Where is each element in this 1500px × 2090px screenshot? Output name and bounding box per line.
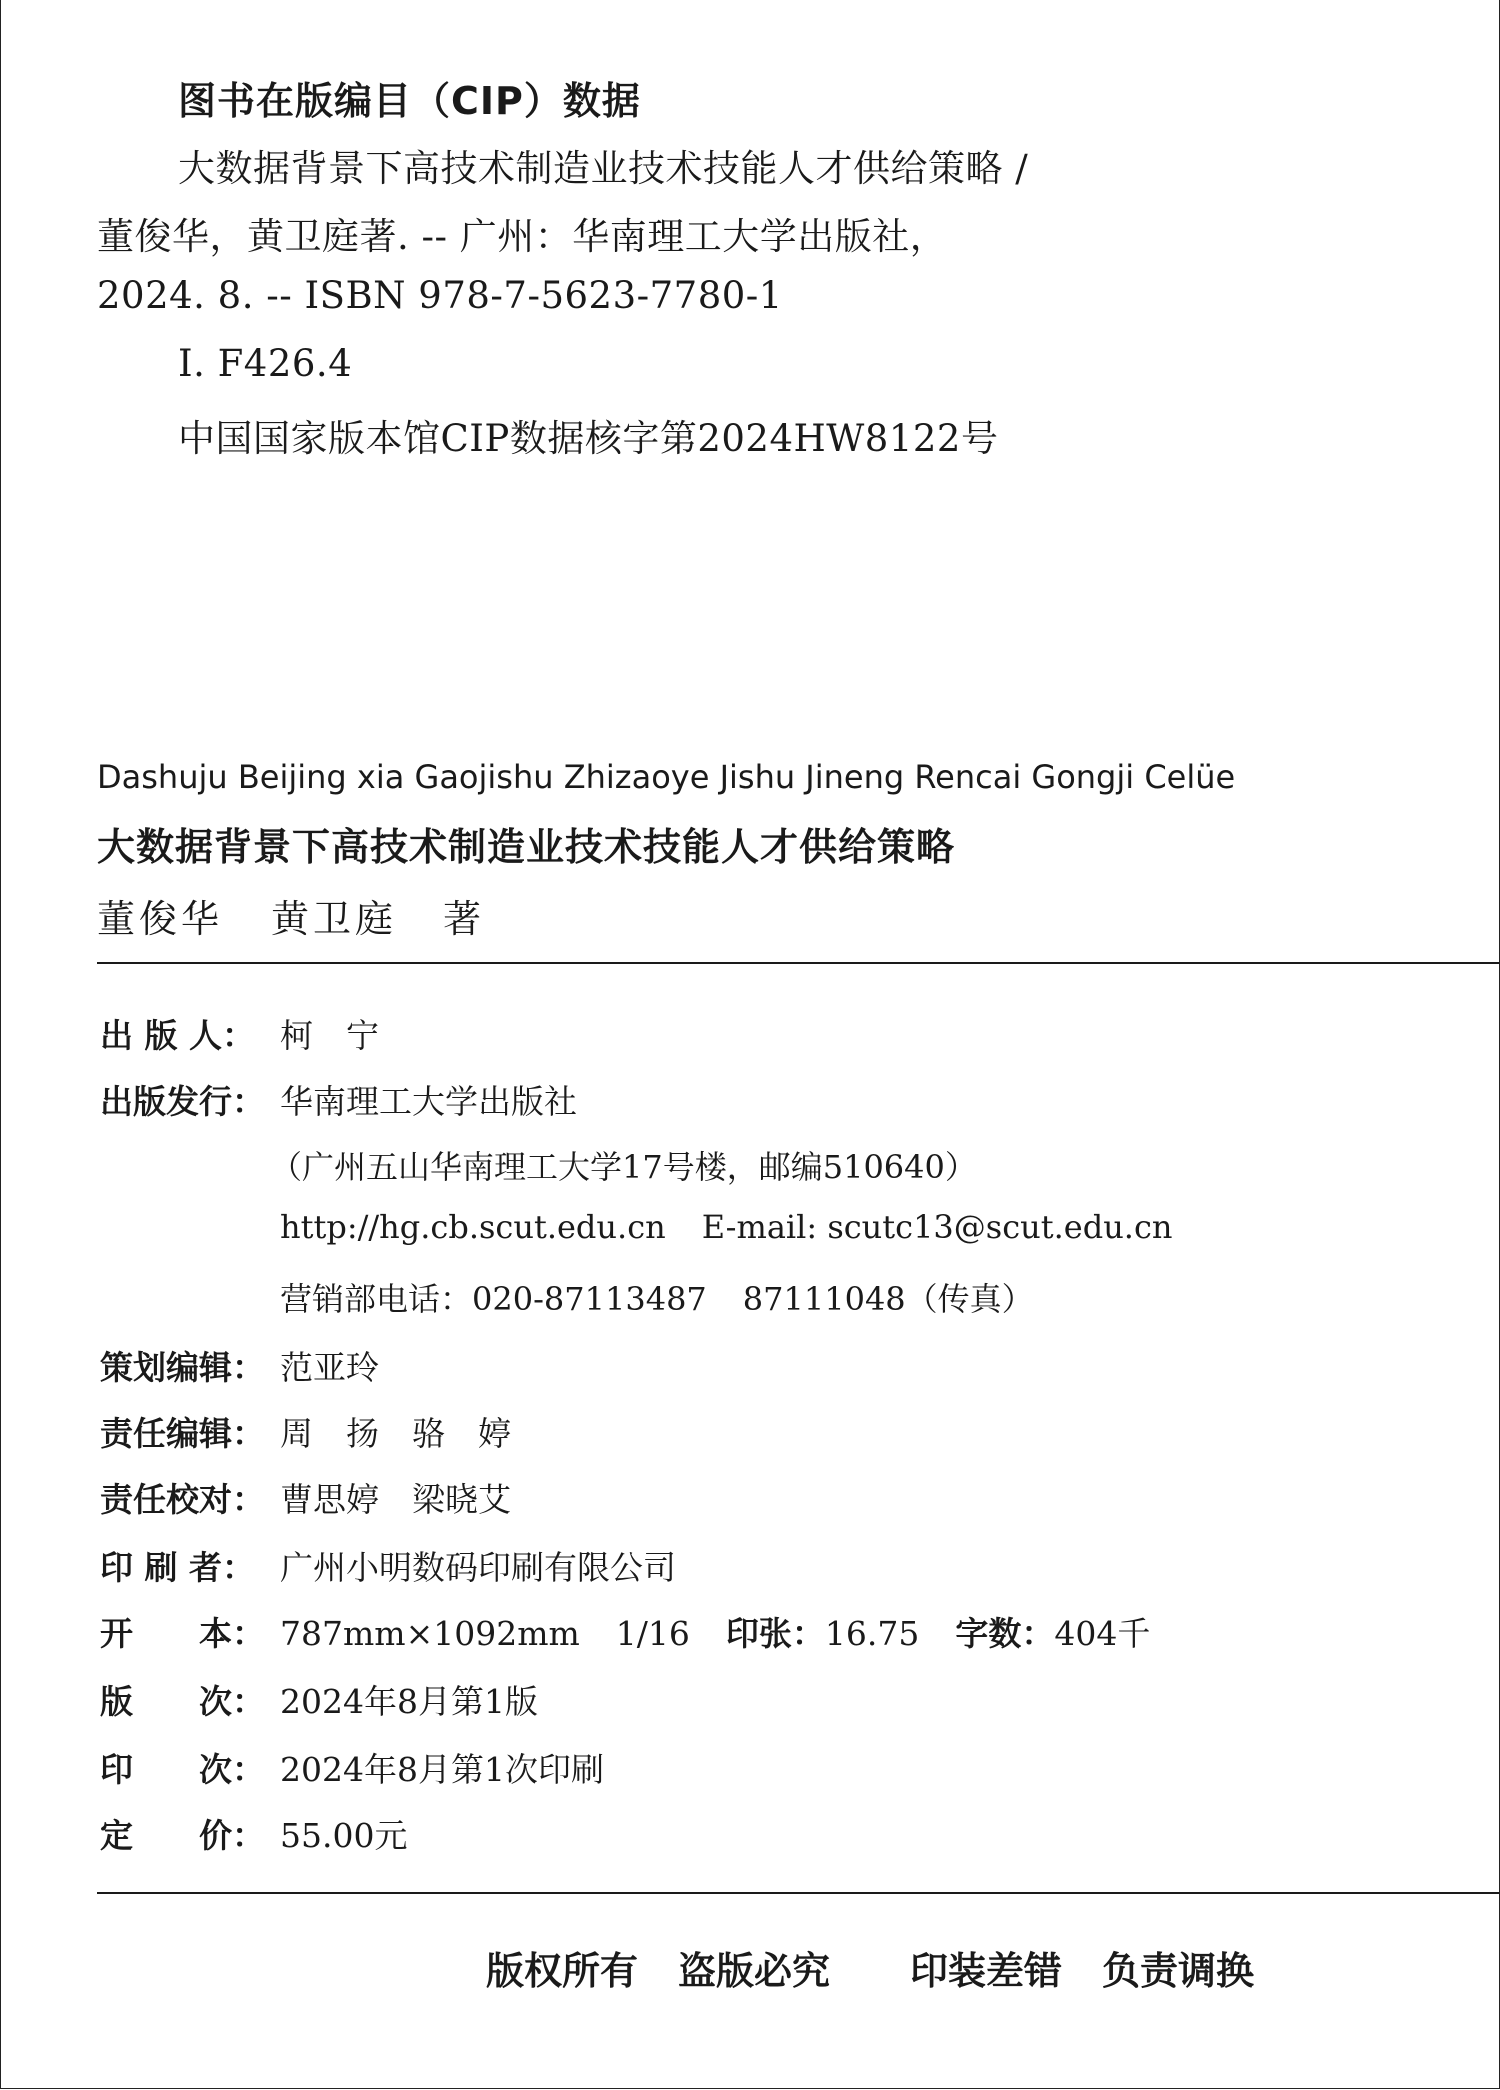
- pinyin-title: Dashuju Beijing xia Gaojishu Zhizaoye Jishu Jineng Rencai Gongji Celüe: [97, 758, 1236, 796]
- fax-number: 87111048（传真）: [742, 1280, 1034, 1318]
- author-name: 董俊华: [97, 897, 224, 941]
- publisher-email: E-mail: scutc13@scut.edu.cn: [701, 1208, 1173, 1246]
- imprint-label: 出 版 人：: [100, 1016, 255, 1055]
- book-title: 大数据背景下高技术制造业技术技能人才供给策略: [97, 825, 956, 869]
- imprint-label: 策划编辑：: [100, 1348, 265, 1387]
- imprint-value: 周 扬 骆 婷: [280, 1414, 511, 1453]
- format-fold: 1/16: [615, 1614, 690, 1653]
- imprint-row-edition: [100, 1676, 538, 1722]
- author-role: 著: [443, 897, 486, 941]
- imprint-row-price: [100, 1810, 407, 1856]
- imprint-row-publisher-person: [100, 1010, 379, 1056]
- cip-heading: 图书在版编目（CIP）数据: [178, 79, 641, 123]
- author-line: [97, 888, 485, 943]
- cip-line-isbn: 2024. 8. -- ISBN 978-7-5623-7780-1: [97, 274, 783, 317]
- imprint-label: 责任校对：: [100, 1480, 265, 1519]
- imprint-value: 2024年8月第1版: [280, 1682, 538, 1721]
- imprint-value: 曹思婷 梁晓艾: [280, 1480, 511, 1519]
- imprint-row-responsible-editor: [100, 1408, 511, 1454]
- imprint-row-publisher: [100, 1076, 577, 1122]
- words-label: 字数：: [955, 1614, 1055, 1653]
- copyright-text: 版权所有: [486, 1949, 639, 1993]
- phone-label: 营销部电话：: [280, 1280, 473, 1318]
- imprint-row-format: [100, 1608, 1150, 1654]
- imprint-value: [280, 1608, 1150, 1655]
- imprint-row-planning-editor: [100, 1342, 379, 1388]
- phone-number: 020-87113487: [472, 1280, 707, 1318]
- words-value: 404千: [1054, 1614, 1151, 1653]
- format-size: 787mm×1092mm: [280, 1614, 580, 1653]
- copyright-text: 盗版必究: [678, 1949, 831, 1993]
- imprint-label: 印 次：: [100, 1750, 265, 1789]
- author-name: 黄卫庭: [271, 897, 398, 941]
- copyright-text: 负责调换: [1102, 1949, 1255, 1993]
- imprint-label: 定 价：: [100, 1816, 265, 1855]
- copyright-text: 印装差错: [910, 1949, 1063, 1993]
- imprint-label: 印 刷 者：: [100, 1548, 255, 1587]
- cip-line-classification: Ⅰ. F426.4: [178, 342, 353, 385]
- imprint-row-printing: [100, 1744, 604, 1790]
- imprint-value: 范亚玲: [280, 1348, 379, 1387]
- imprint-value: 2024年8月第1次印刷: [280, 1750, 604, 1789]
- publisher-phone-line: [280, 1274, 1034, 1320]
- sheets-value: 16.75: [824, 1614, 920, 1653]
- imprint-value: 55.00元: [280, 1816, 408, 1855]
- divider-bottom: [97, 1892, 1500, 1894]
- copyright-notice: [486, 1940, 1254, 1995]
- publisher-address: （广州五山华南理工大学17号楼，邮编510640）: [270, 1148, 977, 1186]
- imprint-label: 版 次：: [100, 1682, 265, 1721]
- imprint-value: 广州小明数码印刷有限公司: [280, 1548, 676, 1587]
- imprint-row-proofreader: [100, 1474, 511, 1520]
- imprint-row-printer: [100, 1542, 676, 1588]
- publisher-website: http://hg.cb.scut.edu.cn: [280, 1208, 666, 1246]
- sheets-label: 印张：: [725, 1614, 825, 1653]
- cip-line-title: 大数据背景下高技术制造业技术技能人才供给策略 /: [178, 147, 1029, 190]
- divider-top: [97, 962, 1500, 964]
- imprint-label: 出版发行：: [100, 1082, 265, 1121]
- imprint-value: 柯 宁: [280, 1016, 379, 1055]
- imprint-label: 责任编辑：: [100, 1414, 265, 1453]
- cip-line-authors: 董俊华，黄卫庭著. -- 广州：华南理工大学出版社，: [97, 215, 948, 258]
- imprint-value: 华南理工大学出版社: [280, 1082, 577, 1121]
- publisher-contact: [280, 1208, 1173, 1246]
- cip-line-record-number: 中国国家版本馆CIP数据核字第2024HW8122号: [178, 417, 999, 460]
- imprint-label: 开 本：: [100, 1614, 265, 1653]
